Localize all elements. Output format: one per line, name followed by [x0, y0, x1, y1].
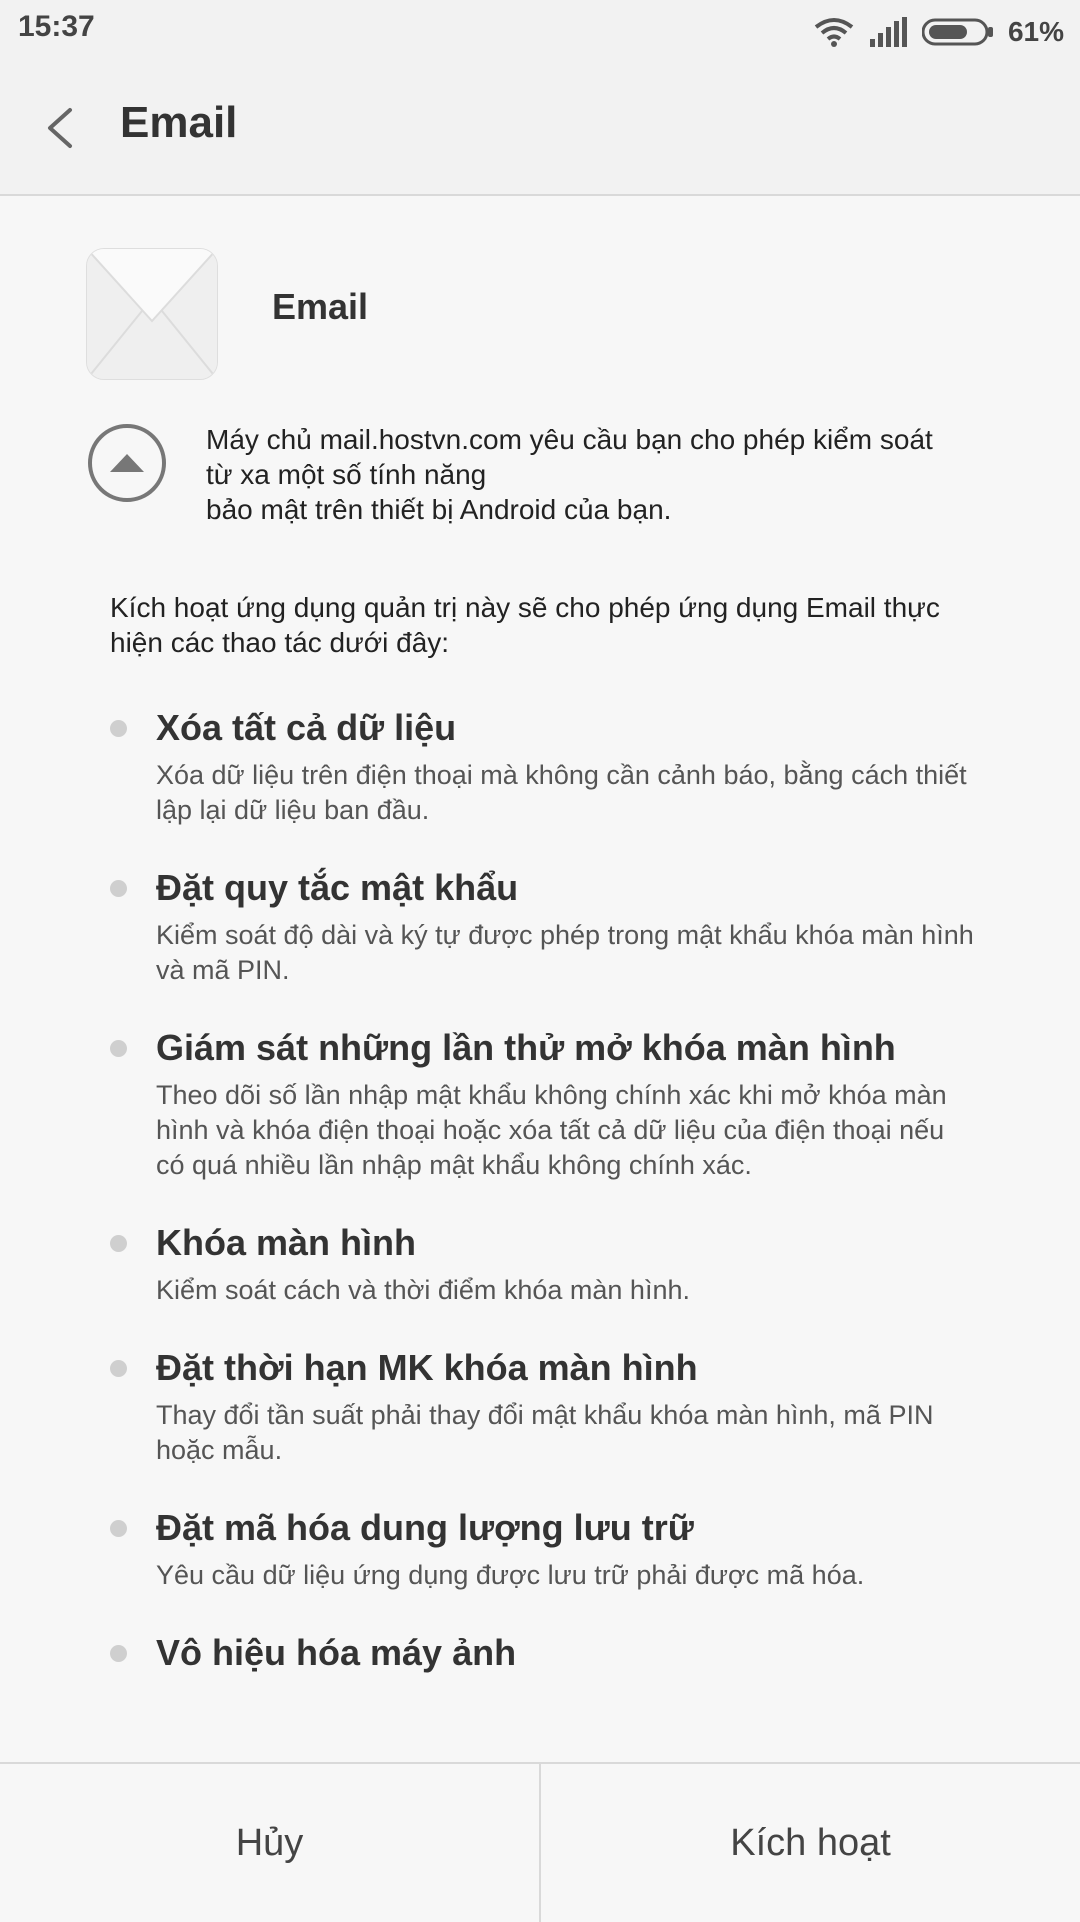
list-item	[0, 706, 1080, 828]
policy-title: Đặt thời hạn MK khóa màn hình	[156, 1347, 698, 1388]
policy-description: Thay đổi tần suất phải thay đổi mật khẩu khóa màn hình, mã PIN hoặc mẫu.	[156, 1400, 934, 1465]
action-bar	[0, 1762, 1080, 1922]
bullet-icon	[110, 1235, 127, 1252]
policy-description: Theo dõi số lần nhập mật khẩu không chính xác khi mở khóa màn hình và khóa điện thoại hoặc xóa tất cả dữ liệu của điện thoại nếu có quá nhiều lần nhập mật khẩu không chính xác.	[156, 1080, 947, 1180]
policy-description: Xóa dữ liệu trên điện thoại mà không cần cảnh báo, bằng cách thiết lập lại dữ liệu ban đầu.	[156, 760, 967, 825]
status-bar	[0, 0, 1080, 62]
back-button[interactable]	[40, 98, 90, 158]
page-title: Email	[120, 98, 238, 147]
chevron-left-icon	[40, 98, 80, 158]
list-item	[0, 1026, 1080, 1183]
list-item	[0, 1506, 1080, 1593]
status-icons	[814, 12, 1064, 52]
policy-title: Khóa màn hình	[156, 1222, 416, 1263]
policy-list	[0, 706, 1080, 1713]
bullet-icon	[110, 1520, 127, 1537]
policy-title: Vô hiệu hóa máy ảnh	[156, 1632, 517, 1673]
app-info	[86, 248, 986, 378]
device-admin-content[interactable]	[0, 196, 1080, 1762]
policy-title: Giám sát những lần thử mở khóa màn hình	[156, 1027, 896, 1068]
policy-description: Yêu cầu dữ liệu ứng dụng được lưu trữ phải được mã hóa.	[156, 1560, 865, 1590]
cancel-button[interactable]: Hủy	[235, 1821, 304, 1864]
top-app-bar	[0, 62, 1080, 196]
admin-request-message: Máy chủ mail.hostvn.com yêu cầu bạn cho phép kiểm soát từ xa một số tính năng bảo mật trên thiết bị Android của bạn.	[206, 424, 933, 525]
policy-description: Kiểm soát độ dài và ký tự được phép trong mật khẩu khóa màn hình và mã PIN.	[156, 920, 974, 985]
activate-button[interactable]: Kích hoạt	[539, 1764, 1080, 1922]
bullet-icon	[110, 1360, 127, 1377]
battery-icon	[922, 17, 994, 47]
list-item	[0, 1631, 1080, 1675]
upload-circle-icon	[86, 422, 168, 504]
intro-text: Kích hoạt ứng dụng quản trị này sẽ cho phép ứng dụng Email thực hiện các thao tác dưới đây:	[110, 592, 940, 658]
list-item	[0, 1346, 1080, 1468]
battery-percentage: 61%	[1007, 16, 1064, 47]
bullet-icon	[110, 880, 127, 897]
admin-request	[86, 422, 986, 552]
list-item	[0, 1221, 1080, 1308]
policy-title: Xóa tất cả dữ liệu	[156, 707, 457, 748]
wifi-icon	[814, 17, 854, 47]
policy-title: Đặt mã hóa dung lượng lưu trữ	[156, 1507, 694, 1548]
envelope-icon	[86, 248, 218, 380]
bullet-icon	[110, 1645, 127, 1662]
list-item	[0, 866, 1080, 988]
app-name: Email	[272, 286, 369, 327]
policy-title: Đặt quy tắc mật khẩu	[156, 867, 519, 908]
bullet-icon	[110, 720, 127, 737]
signal-icon	[868, 17, 908, 47]
status-time: 15:37	[18, 10, 95, 43]
policy-description: Kiểm soát cách và thời điểm khóa màn hình.	[156, 1275, 690, 1305]
bullet-icon	[110, 1040, 127, 1057]
